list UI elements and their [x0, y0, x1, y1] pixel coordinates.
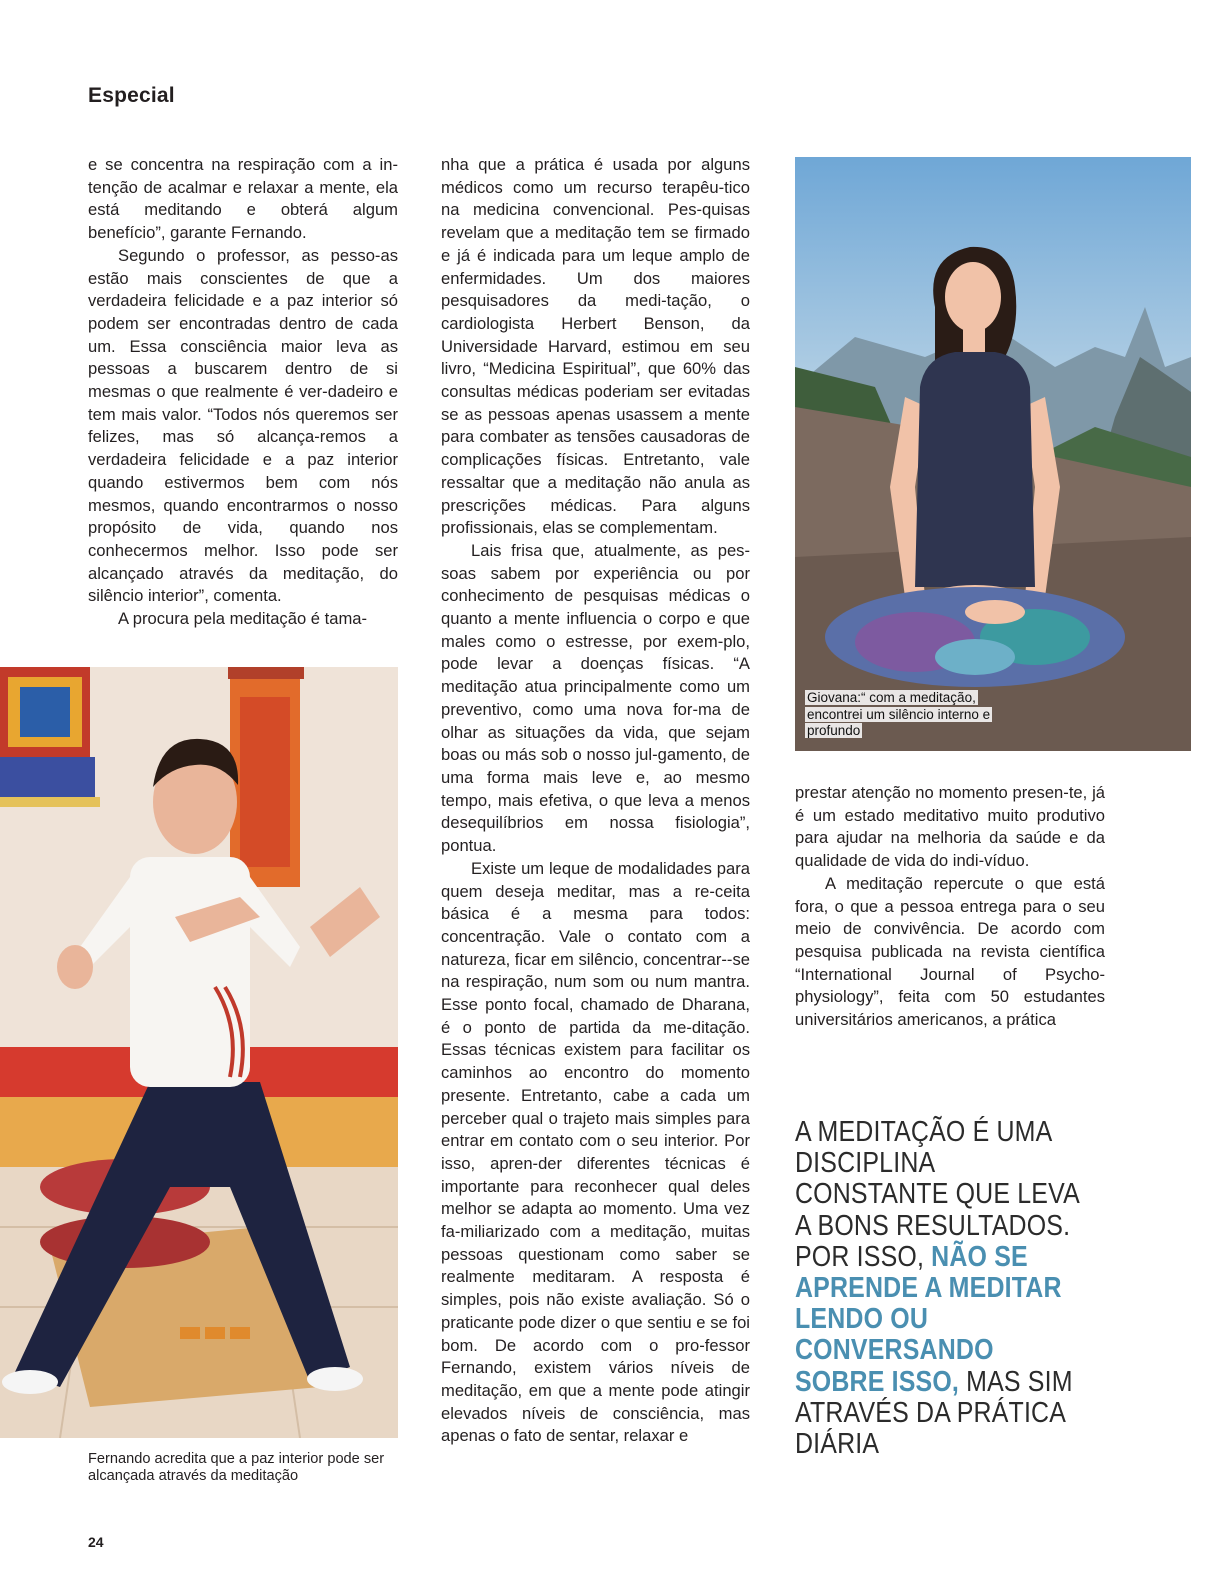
pull-quote-text-end: MAS SIM ATRAVÉS DA PRÁTICA DIÁRIA [795, 1365, 1073, 1461]
paragraph: A procura pela meditação é tama- [118, 609, 368, 629]
photo-caption-giovana-text: Giovana:“ com a meditação, encontrei um silêncio interno e profundo [807, 690, 991, 738]
pull-quote-highlight: NÃO SE APRENDE A MEDITAR LENDO OU CONVERSANDO SOBRE ISSO, [795, 1240, 1062, 1398]
photo-giovana-illustration [795, 157, 1191, 751]
page-number: 24 [88, 1534, 104, 1550]
photo-fernando [0, 667, 398, 1438]
section-label: Especial [88, 84, 175, 107]
article-column-1 [88, 154, 398, 631]
article-column-3 [795, 782, 1105, 1032]
paragraph: Segundo o professor, as pesso-as estão mais conscientes de que a verdadeira felicidade e a paz interior só podem ser encontradas dentro de cada um. Essa consciência maior leva as pessoas a buscarem dentro de si mesmas o que realmente é ver-dadeiro e tem mais valor. “Todos nós queremos ser felizes, mas só alcança-remos a verdadeira felicidade e a paz interior quando estivermos bem com nós mesmos, quando encontrarmos o nosso propósito de vida, quando nos conhecermos melhor. Isso pode ser alcançado através da meditação, do silêncio interior”, comenta. [88, 245, 398, 606]
paragraph: e se concentra na respiração com a in-tenção de acalmar e relaxar a mente, ela está meditando e obterá algum benefício”, garante Fernando. [88, 155, 398, 243]
paragraph: A meditação repercute o que está fora, o que a pessoa entrega para o seu meio de convivência. De acordo com pesquisa publicada na revista científica “International Journal of Psycho-physiology”, feita com 50 estudantes universitários americanos, a prática [795, 873, 1105, 1030]
article-column-2 [441, 154, 750, 1448]
paragraph: prestar atenção no momento presen-te, já é um estado meditativo muito produtivo para ajudar na melhoria da saúde e da qualidade de vida do indi-víduo. [795, 783, 1105, 871]
photo-caption-fernando: Fernando acredita que a paz interior pode ser alcançada através da meditação [88, 1451, 385, 1484]
photo-fernando-illustration [0, 667, 398, 1438]
pull-quote [795, 1117, 1079, 1460]
photo-giovana [795, 157, 1191, 751]
photo-caption-giovana [805, 690, 1005, 740]
paragraph: Existe um leque de modalidades para quem deseja meditar, mas a re-ceita básica é a mesma para todos: concentração. Vale o contato com a natureza, ficar em silêncio, concentrar--se na respiração, num som ou num mantra. Esse ponto focal, chamado de Dharana, é o ponto de partida da me-ditação. Essas técnicas existem para facilitar os caminhos ao encontro do momento presente. Entretanto, cabe a cada um perceber qual o trajeto mais simples para entrar em contato com o seu interior. Por isso, apren-der diferentes técnicas é importante para reconhecer qual deles melhor se adapta ao momento. Uma vez fa-miliarizado com a meditação, muitas pessoas questionam como saber se realmente meditaram. A resposta é simples, pois não existe avaliação. Só o praticante pode dizer o que sentiu e se foi bom. De acordo com o pro-fessor Fernando, existem vários níveis de meditação, em que a mente pode atingir elevados níveis de consciência, mas apenas o fato de sentar, relaxar e [441, 858, 750, 1446]
paragraph: Lais frisa que, atualmente, as pes-soas sabem por experiência ou por conhecimento de pesquisas médicas o quanto a mente influencia o corpo e que males como o estresse, por exem-plo, pode levar a doenças físicas. “A meditação atua principalmente como um preventivo, como uma nova for-ma de olhar as situações da vida, que sejam boas ou más sob o nosso jul-gamento, de uma forma mais leve e, ao mesmo tempo, mais efetiva, o que leva a menos desequilíbrios em nossa fisiologia”, pontua. [441, 540, 750, 856]
paragraph: nha que a prática é usada por alguns médicos como um recurso terapêu-tico na medicina convencional. Pes-quisas revelam que a meditação tem se firmado e já é indicada para um leque amplo de enfermidades. Um dos maiores pesquisadores da medi-tação, o cardiologista Herbert Benson, da Universidade Harvard, estimou em seu livro, “Medicina Espiritual”, que 60% das consultas médicas poderiam ser evitadas se as pessoas apenas usassem a mente para combater as tensões causadoras de complicações físicas. Entretanto, vale ressaltar que a meditação não anula as prescrições médicas. Para alguns profissionais, elas se complementam. [441, 155, 750, 538]
pull-quote-text: A MEDITAÇÃO É UMA DISCIPLINA CONSTANTE QUE LEVA A BONS RESULTADOS. POR ISSO, [795, 1116, 1079, 1273]
